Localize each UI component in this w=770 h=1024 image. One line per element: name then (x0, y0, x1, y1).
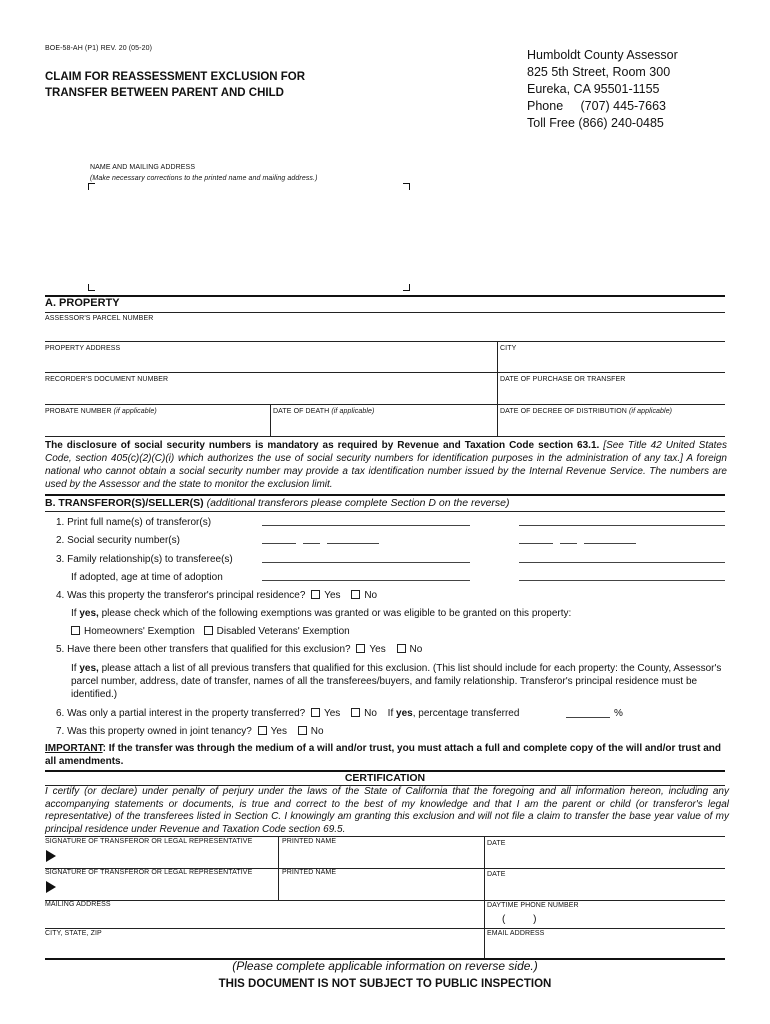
date-death-field[interactable] (273, 416, 495, 434)
date-decree-field[interactable] (500, 416, 725, 434)
corner-bottom-left-icon (88, 284, 95, 291)
q2-ssn-1b[interactable] (303, 543, 320, 544)
section-a-rule (45, 295, 725, 297)
section-b-heading: B. TRANSFEROR(S)/SELLER(S) (additional transferors please complete Section D on the reverse) (45, 497, 510, 509)
form-id: BOE-58-AH (P1) REV. 20 (05-20) (45, 45, 153, 52)
q3-relationship-2[interactable] (519, 562, 725, 563)
q3-label: 3. Family relationship(s) to transferee(s) (56, 554, 233, 565)
q3-relationship-1[interactable] (262, 562, 470, 563)
sign-here-arrow-icon (46, 881, 56, 893)
date-purchase-field[interactable] (500, 383, 725, 401)
email-label: EMAIL ADDRESS (487, 930, 545, 937)
sign-here-arrow-icon (46, 850, 56, 862)
probate-field[interactable] (45, 416, 267, 434)
q4-label: 4. Was this property the transferor's principal residence? (56, 590, 306, 601)
purchase-divider (497, 372, 498, 404)
date2-label: DATE (487, 871, 506, 878)
q5-if-yes-text: If yes, please attach a list of all previous transfers that qualified for this exclusion. (This list should include for each property: the County, Assessor's parcel number, address, date of transfer, names of all the transferees/buyers, and family relationship. Transferor's principal residence must be identified.) (71, 663, 722, 700)
name-address-label: NAME AND MAILING ADDRESS (90, 164, 196, 171)
q1-label: 1. Print full name(s) of transferor(s) (56, 517, 212, 528)
assessor-phone: Phone (707) 445-7663 (527, 99, 666, 113)
q5-yes-label: Yes (369, 644, 386, 655)
q2-ssn-1c[interactable] (327, 543, 379, 544)
daytime-phone-field[interactable] (487, 910, 725, 928)
sig1-top-rule (45, 836, 725, 837)
q5-no-checkbox[interactable] (397, 644, 406, 653)
q7-label: 7. Was this property owned in joint tenancy? (56, 726, 252, 737)
assessor-address (527, 47, 678, 132)
city-label: CITY (500, 345, 517, 352)
corner-top-left-icon (88, 183, 95, 190)
city-state-zip-label: CITY, STATE, ZIP (45, 930, 102, 937)
mailing-address-field[interactable] (45, 910, 482, 928)
property-address-field[interactable] (45, 352, 495, 370)
printed1-field[interactable] (282, 847, 482, 867)
q7-yes-label: Yes (270, 726, 287, 737)
date-purchase-label: DATE OF PURCHASE OR TRANSFER (500, 376, 626, 383)
q7-no-label: No (310, 726, 324, 737)
q4-row (56, 590, 377, 601)
address-window[interactable] (88, 183, 410, 291)
disabled-veterans-checkbox[interactable] (204, 626, 213, 635)
q5-row (56, 644, 422, 655)
corner-top-right-icon (403, 183, 410, 190)
sig1-label: SIGNATURE OF TRANSFEROR OR LEGAL REPRESENTATIVE (45, 838, 253, 845)
q3b-age-2[interactable] (519, 580, 725, 581)
mailing-address-label: MAILING ADDRESS (45, 901, 111, 908)
q4-no-label: No (364, 590, 378, 601)
q5-no-label: No (409, 644, 423, 655)
section-b-rule (45, 494, 725, 496)
q6-yes-checkbox[interactable] (311, 708, 320, 717)
assessor-name: Humboldt County Assessor (527, 48, 678, 62)
city-field[interactable] (500, 352, 725, 370)
reverse-side-note: (Please complete applicable information on reverse side.) (232, 959, 538, 973)
q7-row (56, 726, 324, 737)
homeowners-exemption-checkbox[interactable] (71, 626, 80, 635)
sig2-field[interactable] (60, 878, 275, 898)
q4-if-yes-text: If yes, please check which of the following exemptions was granted or was eligible to be granted on this property: (71, 608, 572, 619)
q6-percentage-label: If yes, percentage transferred (387, 708, 520, 719)
certification-heading: CERTIFICATION (344, 772, 426, 784)
section-a-heading: A. PROPERTY (45, 297, 120, 309)
q6-no-label: No (364, 708, 377, 719)
printed2-field[interactable] (282, 878, 482, 898)
q6-yes-label: Yes (323, 708, 341, 719)
certification-text: I certify (or declare) under penalty of perjury under the laws of the State of California that the foregoing and all information hereon, including any accompanying statements or documents, is true and correct to the best of my knowledge and that I am the parent or child (or transferor's legal representative) of the transferees listed in Section C. I knowingly am granting this exclusion and will not file a claim to transfer the base year value of my principal residence under Revenue and Taxation Code section 69.5. (45, 786, 729, 835)
q6-row (56, 708, 519, 719)
apn-field[interactable] (45, 322, 725, 340)
date1-label: DATE (487, 840, 506, 847)
q6-percent-sign: % (614, 708, 623, 719)
apn-rule (45, 341, 725, 342)
date1-divider (484, 836, 485, 868)
probate-divider (270, 404, 271, 436)
q2-ssn-2b[interactable] (560, 543, 577, 544)
disabled-veterans-label: Disabled Veterans' Exemption (216, 626, 350, 637)
q7-no-checkbox[interactable] (298, 726, 307, 735)
q2-ssn-2c[interactable] (584, 543, 636, 544)
public-inspection-notice: THIS DOCUMENT IS NOT SUBJECT TO PUBLIC INSPECTION (218, 978, 552, 990)
sig1-field[interactable] (60, 847, 275, 867)
q1-transferor-name-2[interactable] (519, 525, 725, 526)
city-state-zip-field[interactable] (45, 938, 482, 956)
property-address-label: PROPERTY ADDRESS (45, 345, 121, 352)
decree-divider (497, 404, 498, 436)
q1-transferor-name-1[interactable] (262, 525, 470, 526)
q2-ssn-1a[interactable] (262, 543, 296, 544)
assessor-street: 825 5th Street, Room 300 (527, 65, 671, 79)
sig2-bottom-rule (45, 900, 725, 901)
corner-bottom-right-icon (403, 284, 410, 291)
sig2-divider (278, 868, 279, 900)
homeowners-exemption-label: Homeowners' Exemption (84, 626, 195, 637)
probate-label: PROBATE NUMBER (if applicable) (45, 408, 157, 415)
section-b-divider (45, 511, 725, 512)
important-notice: IMPORTANT: If the transfer was through the medium of a will and/or trust, you must attach a full and complete copy of the will and/or trust and all amendments. (45, 743, 721, 767)
assessor-tollfree: Toll Free (866) 240-0485 (527, 116, 664, 130)
section-a-divider (45, 312, 725, 313)
email-field[interactable] (487, 938, 725, 956)
recorder-doc-field[interactable] (45, 383, 495, 401)
q6-no-checkbox[interactable] (351, 708, 360, 717)
section-a-bottom-rule (45, 436, 725, 437)
exemption-row (68, 626, 350, 637)
q5-yes-checkbox[interactable] (356, 644, 365, 653)
q4-yes-checkbox[interactable] (311, 590, 320, 599)
q5-label: 5. Have there been other transfers that qualified for this exclusion? (56, 644, 351, 655)
date2-divider (484, 868, 485, 900)
address-rule (45, 372, 725, 373)
sig2-label: SIGNATURE OF TRANSFEROR OR LEGAL REPRESENTATIVE (45, 869, 253, 876)
q6-label: 6. Was only a partial interest in the property transferred? (56, 708, 306, 719)
sig1-divider (278, 836, 279, 868)
assessor-city: Eureka, CA 95501-1155 (527, 82, 660, 96)
phone-divider (484, 900, 485, 959)
date1-field[interactable] (487, 849, 725, 867)
recorder-doc-label: RECORDER'S DOCUMENT NUMBER (45, 376, 169, 383)
q3b-age-1[interactable] (262, 580, 470, 581)
q6-percentage-field[interactable] (566, 717, 610, 718)
recorder-rule (45, 404, 725, 405)
date-death-label: DATE OF DEATH (if applicable) (273, 408, 375, 415)
date-decree-label: DATE OF DECREE OF DISTRIBUTION (if applicable) (500, 408, 673, 415)
q7-yes-checkbox[interactable] (258, 726, 267, 735)
phone-area-code: ( ) (502, 914, 537, 925)
ssn-disclosure: The disclosure of social security numbers is mandatory as required by Revenue and Taxation Code section 63.1. [See Title 42 United States Code, section 405(c)(2)(C)(i) which authorizes the use of social security numbers for identification purposes in the administration of any tax.] A foreign national who cannot obtain a social security number may provide a tax identification number issued by the Internal Revenue Service. The numbers are used by the Assessor and the state to monitor the exclusion limit. (45, 440, 727, 490)
q2-label: 2. Social security number(s) (56, 535, 180, 546)
form-title-line-1: CLAIM FOR REASSESSMENT EXCLUSION FOR (45, 71, 306, 83)
printed2-label: PRINTED NAME (282, 869, 337, 876)
mailing-bottom-rule (45, 928, 725, 929)
city-divider (497, 341, 498, 372)
date2-field[interactable] (487, 880, 725, 898)
form-title-line-2: TRANSFER BETWEEN PARENT AND CHILD (45, 87, 284, 99)
printed1-label: PRINTED NAME (282, 838, 337, 845)
daytime-phone-label: DAYTIME PHONE NUMBER (487, 902, 579, 909)
q3b-label: If adopted, age at time of adoption (71, 572, 223, 583)
name-address-note: (Make necessary corrections to the printed name and mailing address.) (90, 175, 318, 182)
form-title (45, 69, 305, 101)
q2-ssn-2a[interactable] (519, 543, 553, 544)
q4-no-checkbox[interactable] (351, 590, 360, 599)
q4-yes-label: Yes (324, 590, 341, 601)
apn-label: ASSESSOR'S PARCEL NUMBER (45, 315, 154, 322)
